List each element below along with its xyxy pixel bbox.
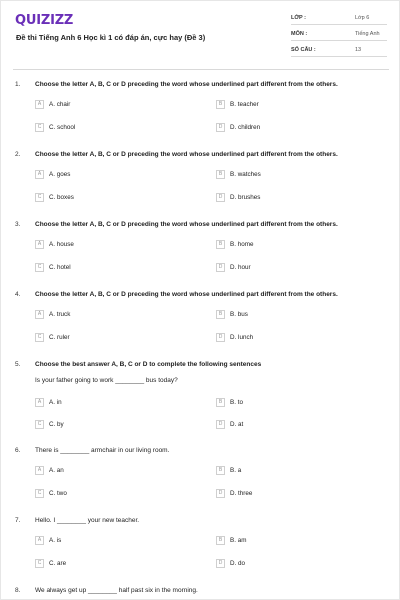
option-letter-box: B [216, 398, 225, 407]
option-letter-box: B [216, 536, 225, 545]
option-letter-box: D [216, 489, 225, 498]
question-text: We always get up ________ half past six in the morning. [35, 587, 198, 594]
option-c[interactable] [35, 420, 185, 430]
option-label: D. three [230, 490, 253, 497]
meta-label: SỐ CÂU : [291, 47, 316, 53]
question-number: 1. [15, 81, 21, 88]
question-text: Choose the letter A, B, C or D preceding the word whose underlined part different from the others. [35, 81, 338, 88]
option-label: B. bus [230, 311, 248, 318]
option-letter-box: A [35, 100, 44, 109]
meta-value: 13 [355, 47, 362, 53]
option-label: B. am [230, 537, 247, 544]
option-label: D. do [230, 560, 246, 567]
option-letter-box: D [216, 263, 225, 272]
meta-class [291, 13, 387, 25]
question-text: Choose the letter A, B, C or D preceding the word whose underlined part different from the others. [35, 151, 338, 158]
option-label: C. ruler [49, 334, 70, 341]
question-number: 2. [15, 151, 21, 158]
option-label: D. lunch [230, 334, 254, 341]
option-label: C. boxes [49, 194, 74, 201]
page-title: Đề thi Tiếng Anh 6 Học kì 1 có đáp án, cực hay (Đề 3) [16, 33, 206, 42]
option-label: C. two [49, 490, 67, 497]
option-label: A. is [49, 537, 62, 544]
meta-value: Tiếng Anh [355, 31, 380, 37]
option-letter-box: C [35, 193, 44, 202]
quizizz-logo: QUIZIZZ [15, 13, 74, 28]
option-c[interactable] [35, 263, 185, 273]
option-letter-box: A [35, 536, 44, 545]
option-label: B. teacher [230, 101, 259, 108]
option-b[interactable] [216, 170, 366, 180]
option-a[interactable] [35, 240, 185, 250]
option-label: D. brushes [230, 194, 261, 201]
option-letter-box: D [216, 333, 225, 342]
option-letter-box: A [35, 240, 44, 249]
option-letter-box: D [216, 123, 225, 132]
option-b[interactable] [216, 466, 366, 476]
option-label: A. house [49, 241, 74, 248]
question-instruction: Choose the best answer A, B, C or D to complete the following sentences [35, 361, 262, 368]
option-label: C. by [49, 421, 64, 428]
option-letter-box: C [35, 263, 44, 272]
option-c[interactable] [35, 193, 185, 203]
option-c[interactable] [35, 333, 185, 343]
option-letter-box: C [35, 333, 44, 342]
option-c[interactable] [35, 559, 185, 569]
option-a[interactable] [35, 100, 185, 110]
option-label: C. hotel [49, 264, 71, 271]
meta-subject [291, 29, 387, 41]
option-d[interactable] [216, 263, 366, 273]
option-label: C. are [49, 560, 67, 567]
option-letter-box: B [216, 240, 225, 249]
question-text: Is your father going to work ________ bus today? [35, 377, 178, 384]
option-letter-box: A [35, 310, 44, 319]
question-number: 4. [15, 291, 21, 298]
option-c[interactable] [35, 489, 185, 499]
option-d[interactable] [216, 420, 366, 430]
question-number: 3. [15, 221, 21, 228]
option-b[interactable] [216, 240, 366, 250]
option-letter-box: D [216, 420, 225, 429]
option-label: A. truck [49, 311, 71, 318]
option-label: A. goes [49, 171, 71, 178]
option-a[interactable] [35, 170, 185, 180]
option-a[interactable] [35, 398, 185, 408]
option-label: A. chair [49, 101, 71, 108]
question-number: 5. [15, 361, 21, 368]
option-d[interactable] [216, 559, 366, 569]
meta-value: Lớp 6 [355, 15, 370, 21]
option-b[interactable] [216, 100, 366, 110]
worksheet-header [1, 1, 400, 69]
option-letter-box: B [216, 310, 225, 319]
question-text: Choose the letter A, B, C or D preceding the word whose underlined part different from the others. [35, 291, 338, 298]
option-label: B. to [230, 399, 243, 406]
option-letter-box: D [216, 559, 225, 568]
meta-label: LỚP : [291, 15, 306, 21]
option-letter-box: C [35, 559, 44, 568]
option-letter-box: B [216, 466, 225, 475]
option-d[interactable] [216, 123, 366, 133]
option-b[interactable] [216, 536, 366, 546]
question-number: 6. [15, 447, 21, 454]
option-d[interactable] [216, 489, 366, 499]
option-letter-box: B [216, 170, 225, 179]
option-letter-box: B [216, 100, 225, 109]
option-a[interactable] [35, 466, 185, 476]
meta-label: MÔN : [291, 31, 308, 37]
option-label: B. home [230, 241, 254, 248]
option-letter-box: A [35, 398, 44, 407]
option-a[interactable] [35, 536, 185, 546]
header-divider [13, 69, 389, 70]
option-c[interactable] [35, 123, 185, 133]
option-label: D. at [230, 421, 244, 428]
option-b[interactable] [216, 310, 366, 320]
option-label: B. a [230, 467, 242, 474]
option-letter-box: C [35, 489, 44, 498]
question-text: There is ________ armchair in our living room. [35, 447, 170, 454]
option-label: A. in [49, 399, 62, 406]
option-label: A. an [49, 467, 64, 474]
question-number: 8. [15, 587, 21, 594]
option-letter-box: D [216, 193, 225, 202]
option-d[interactable] [216, 333, 366, 343]
option-label: C. school [49, 124, 76, 131]
question-text: Hello. I ________ your new teacher. [35, 517, 140, 524]
option-d[interactable] [216, 193, 366, 203]
option-letter-box: A [35, 170, 44, 179]
option-letter-box: C [35, 420, 44, 429]
meta-count [291, 45, 387, 57]
option-letter-box: A [35, 466, 44, 475]
option-label: D. hour [230, 264, 251, 271]
option-letter-box: C [35, 123, 44, 132]
option-label: B. watches [230, 171, 261, 178]
option-a[interactable] [35, 310, 185, 320]
question-number: 7. [15, 517, 21, 524]
question-text: Choose the letter A, B, C or D preceding the word whose underlined part different from the others. [35, 221, 338, 228]
option-b[interactable] [216, 398, 366, 408]
option-label: D. children [230, 124, 261, 131]
